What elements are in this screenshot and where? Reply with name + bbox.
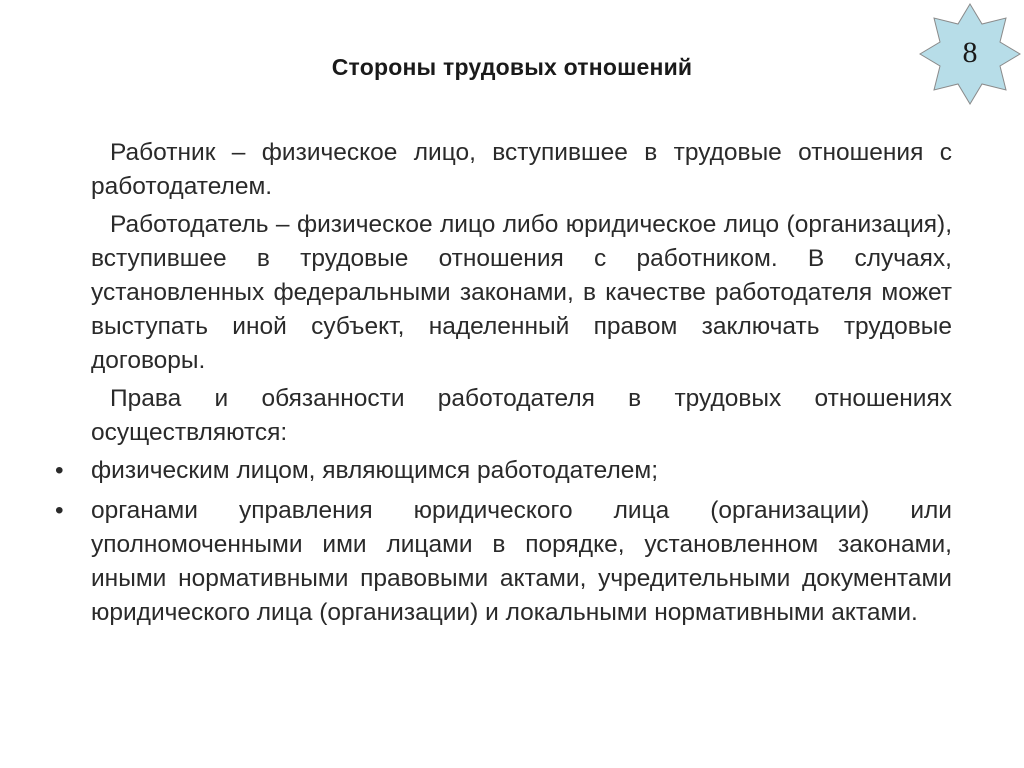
list-item bbox=[55, 494, 952, 630]
bullet-list bbox=[55, 454, 952, 630]
slide-title: Стороны трудовых отношений bbox=[331, 54, 693, 80]
slide-body bbox=[55, 136, 952, 636]
bullet-text: органами управления юридического лица (организации) или уполномоченными ими лицами в порядке, установленном законами, иными нормативными правовыми актами, учредительными документами юридического лица (организации) и локальными нормативными актами. bbox=[91, 497, 952, 626]
bullet-icon: • bbox=[55, 457, 64, 484]
bullet-text: физическим лицом, являющимся работодателем; bbox=[91, 457, 659, 484]
page-number: 8 bbox=[962, 36, 978, 69]
list-item bbox=[55, 454, 952, 488]
bullet-icon: • bbox=[55, 497, 64, 524]
paragraph-rights-intro: Права и обязанности работодателя в трудовых отношениях осуществляются: bbox=[91, 385, 952, 446]
paragraph-employer-definition: Работодатель – физическое лицо либо юридическое лицо (организация), вступившее в трудовые отношения с работником. В случаях, установленных федеральными законами, в качестве работодателя может выступать иной субъект, наделенный правом заключать трудовые договоры. bbox=[91, 211, 952, 374]
paragraph-employee-definition: Работник – физическое лицо, вступившее в трудовые отношения с работодателем. bbox=[91, 139, 952, 200]
